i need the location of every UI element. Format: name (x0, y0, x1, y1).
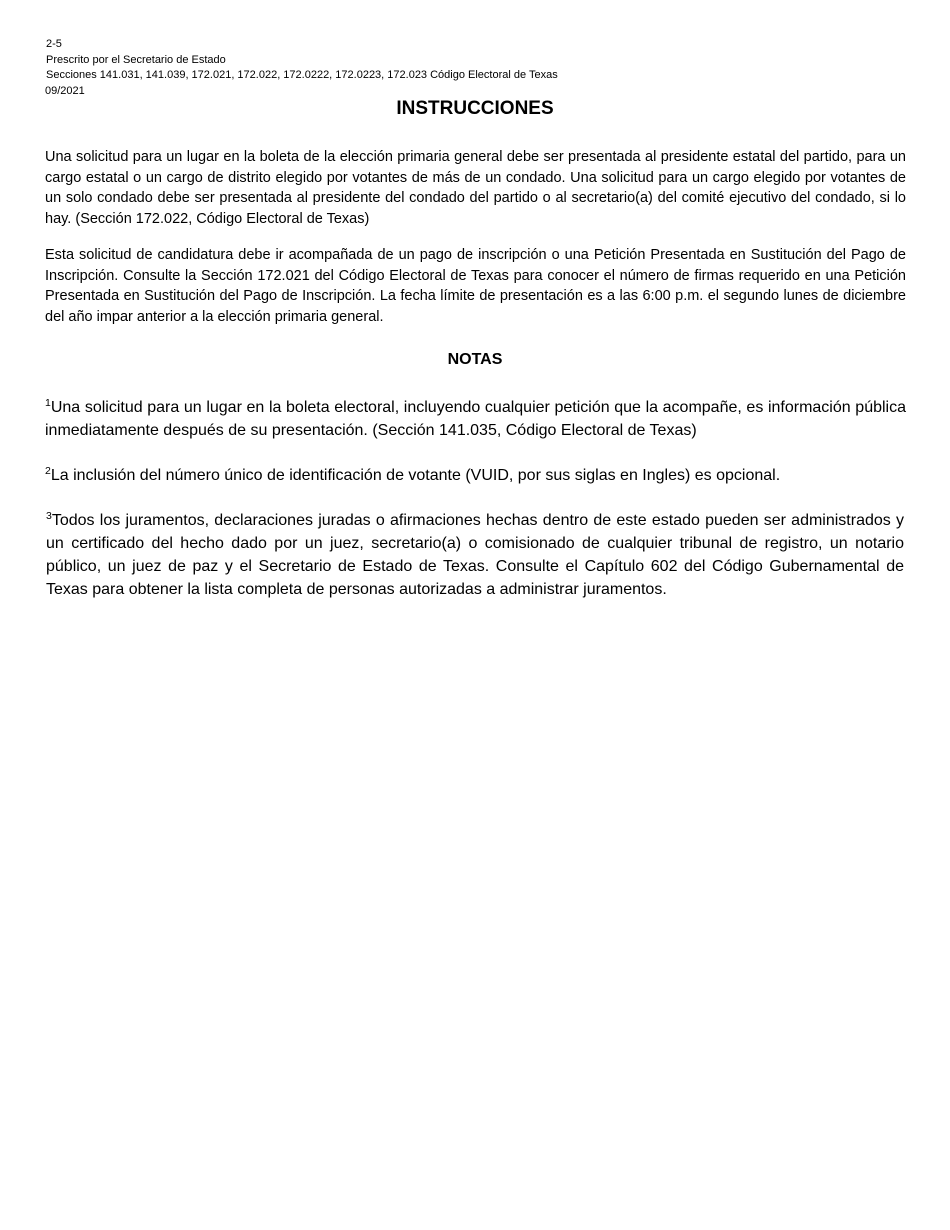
note-text: La inclusión del número único de identificación de votante (VUID, por sus siglas en Ingles) es opcional. (50, 467, 781, 484)
form-header (45, 37, 558, 99)
note-marker: 2 (45, 465, 51, 477)
prescribed-by: Prescrito por el Secretario de Estado (46, 53, 226, 66)
note-item (45, 464, 906, 487)
statute-sections: Secciones 141.031, 141.039, 172.021, 172.022, 172.0222, 172.0223, 172.023 Código Electoral de Texas (46, 69, 558, 81)
form-date: 09/2021 (45, 84, 85, 97)
note-item (46, 509, 904, 601)
form-number: 2-5 (46, 38, 62, 50)
notes-title: NOTAS (447, 351, 503, 368)
instructions-paragraph: Esta solicitud de candidatura debe ir acompañada de un pago de inscripción o una Petición Presentada en Sustitución del Pago de Inscripción. Consulte la Sección 172.021 del Código Electoral de Texas para conocer el número de firmas requerido en una Petición Presentada en Sustitución del Pago de Inscripción. La fecha límite de presentación es a las 6:00 p.m. el segundo lunes de diciembre del año impar anterior a la elección primaria general. (45, 247, 906, 325)
note-item (45, 396, 906, 442)
instructions-title: INSTRUCCIONES (396, 98, 554, 119)
note-marker: 1 (45, 397, 51, 409)
note-text: Una solicitud para un lugar en la boleta electoral, incluyendo cualquier petición que la acompañe, es información pública inmediatamente después de su presentación. (Sección 141.035, Código Electoral de Texas) (45, 399, 906, 439)
note-text: Todos los juramentos, declaraciones juradas o afirmaciones hechas dentro de este estado pueden ser administrados y un certificado del hecho dado por un juez, secretario(a) o comisionado de cualquier tribunal de registro, un notario público, un juez de paz y el Secretario de Estado de Texas. Consulte el Capítulo 602 del Código Gubernamental de Texas para obtener la lista completa de personas autorizadas a administrar juramentos. (46, 512, 904, 598)
instructions-paragraph: Una solicitud para un lugar en la boleta de la elección primaria general debe ser presentada al presidente estatal del partido, para un cargo estatal o un cargo de distrito elegido por votantes de más de un condado. Una solicitud para un cargo elegido por votantes de un solo condado debe ser presentada al presidente del condado del partido o al secretario(a) del comité ejecutivo del condado, si lo hay. (Sección 172.022, Código Electoral de Texas) (45, 149, 906, 227)
note-marker: 3 (46, 510, 52, 522)
